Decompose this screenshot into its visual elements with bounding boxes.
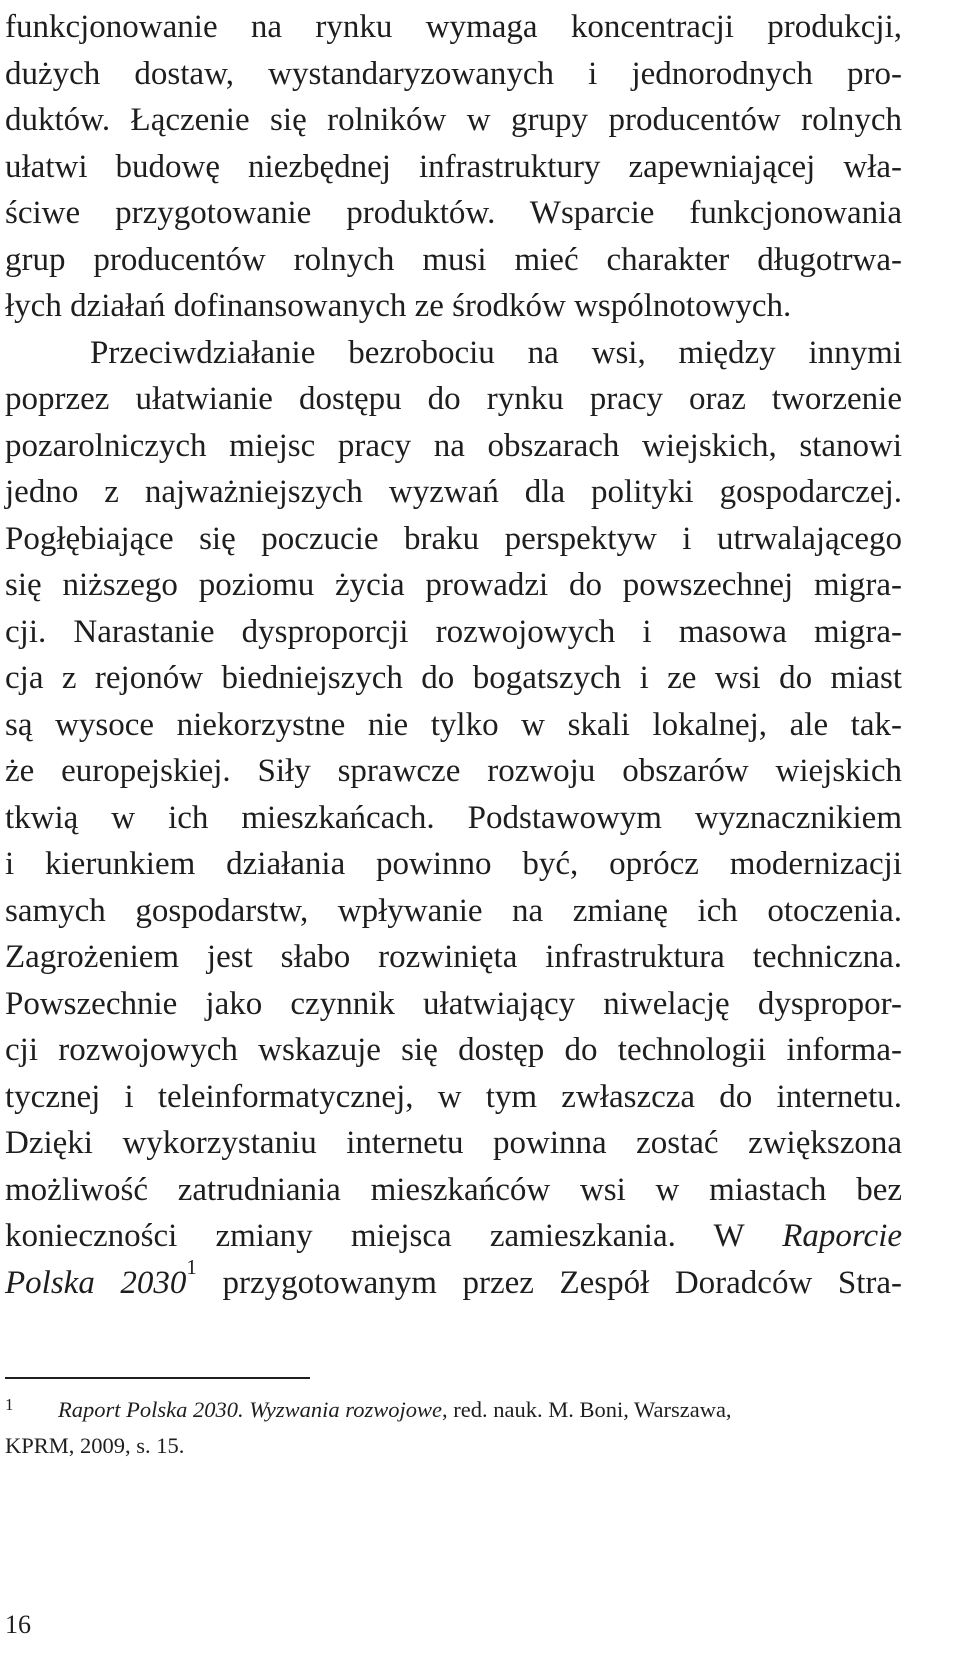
text-line	[5, 1213, 902, 1260]
text-line: ściwe przygotowanie produktów. Wsparcie funkcjonowania	[5, 195, 902, 231]
text-line: duktów. Łączenie się rolników w grupy producentów rolnych	[5, 102, 902, 138]
text-line: się niższego poziomu życia prowadzi do powszechnej migra-	[5, 567, 902, 603]
text-line: łych działań dofinansowanych ze środków wspólnotowych.	[5, 288, 792, 324]
text-line: funkcjonowanie na rynku wymaga koncentracji produkcji,	[5, 9, 902, 45]
text-line: możliwość zatrudniania mieszkańców wsi w miastach bez	[5, 1171, 902, 1208]
italic-title: Raporcie	[782, 1218, 903, 1254]
footnote-separator	[5, 1377, 310, 1379]
footnote-title: Raport Polska 2030. Wyzwania rozwojowe	[58, 1397, 442, 1422]
text-line: tycznej i teleinformatycznej, w tym zwłaszcza do internetu.	[5, 1078, 902, 1115]
text-line: cja z rejonów biedniejszych do bogatszych i ze wsi do miast	[5, 660, 902, 696]
line-text: konieczności zmiany miejsca zamieszkania. W	[5, 1218, 745, 1254]
text-line: poprzez ułatwianie dostępu do rynku pracy oraz tworzenie	[5, 381, 902, 417]
text-line: Pogłębiające się poczucie braku perspektyw i utrwalającego	[5, 520, 902, 557]
text-line: Powszechnie jako czynnik ułatwiający niwelację dyspropor-	[5, 985, 902, 1022]
footnote	[5, 1387, 902, 1464]
text-line: Zagrożeniem jest słabo rozwinięta infrastruktura techniczna.	[5, 939, 902, 975]
text-line: samych gospodarstw, wpływanie na zmianę ich otoczenia.	[5, 892, 902, 929]
text-line: grup producentów rolnych musi mieć charakter długotrwa-	[5, 241, 902, 278]
text-line: są wysoce niekorzystne nie tylko w skali lokalnej, ale tak-	[5, 706, 902, 743]
italic-title: Polska 2030	[5, 1264, 187, 1301]
footnote-marker: 1	[5, 1395, 14, 1414]
footnote-line	[5, 1387, 902, 1428]
line-text: przygotowanym przez Zespół Doradców Stra-	[196, 1264, 902, 1301]
body-text	[5, 4, 902, 1306]
text-line: pozarolniczych miejsc pracy na obszarach wiejskich, stanowi	[5, 427, 902, 464]
footnote-reference[interactable]: 1	[186, 1254, 197, 1279]
text-line: dużych dostaw, wystandaryzowanych i jednorodnych pro-	[5, 55, 902, 92]
text-line: ułatwi budowę niezbędnej infrastruktury zapewniającej wła-	[5, 148, 902, 185]
page-number: 16	[5, 1610, 31, 1639]
text-line: cji rozwojowych wskazuje się dostęp do technologii informa-	[5, 1032, 902, 1068]
text-line	[5, 1254, 902, 1307]
footnote-text: , red. nauk. M. Boni, Warszawa,	[441, 1397, 732, 1422]
paragraph-first-line: Przeciwdziałanie bezrobociu na wsi, między innymi	[90, 334, 902, 371]
text-line: tkwią w ich mieszkańcach. Podstawowym wyznacznikiem	[5, 799, 902, 836]
text-line: jedno z najważniejszych wyzwań dla polityki gospodarczej.	[5, 474, 902, 510]
text-line: Dzięki wykorzystaniu internetu powinna zostać zwiększona	[5, 1125, 902, 1161]
text-line: że europejskiej. Siły sprawcze rozwoju obszarów wiejskich	[5, 753, 902, 789]
footnote-line: KPRM, 2009, s. 15.	[5, 1433, 185, 1458]
text-line: i kierunkiem działania powinno być, oprócz modernizacji	[5, 846, 902, 882]
text-line: cji. Narastanie dysproporcji rozwojowych i masowa migra-	[5, 613, 902, 650]
